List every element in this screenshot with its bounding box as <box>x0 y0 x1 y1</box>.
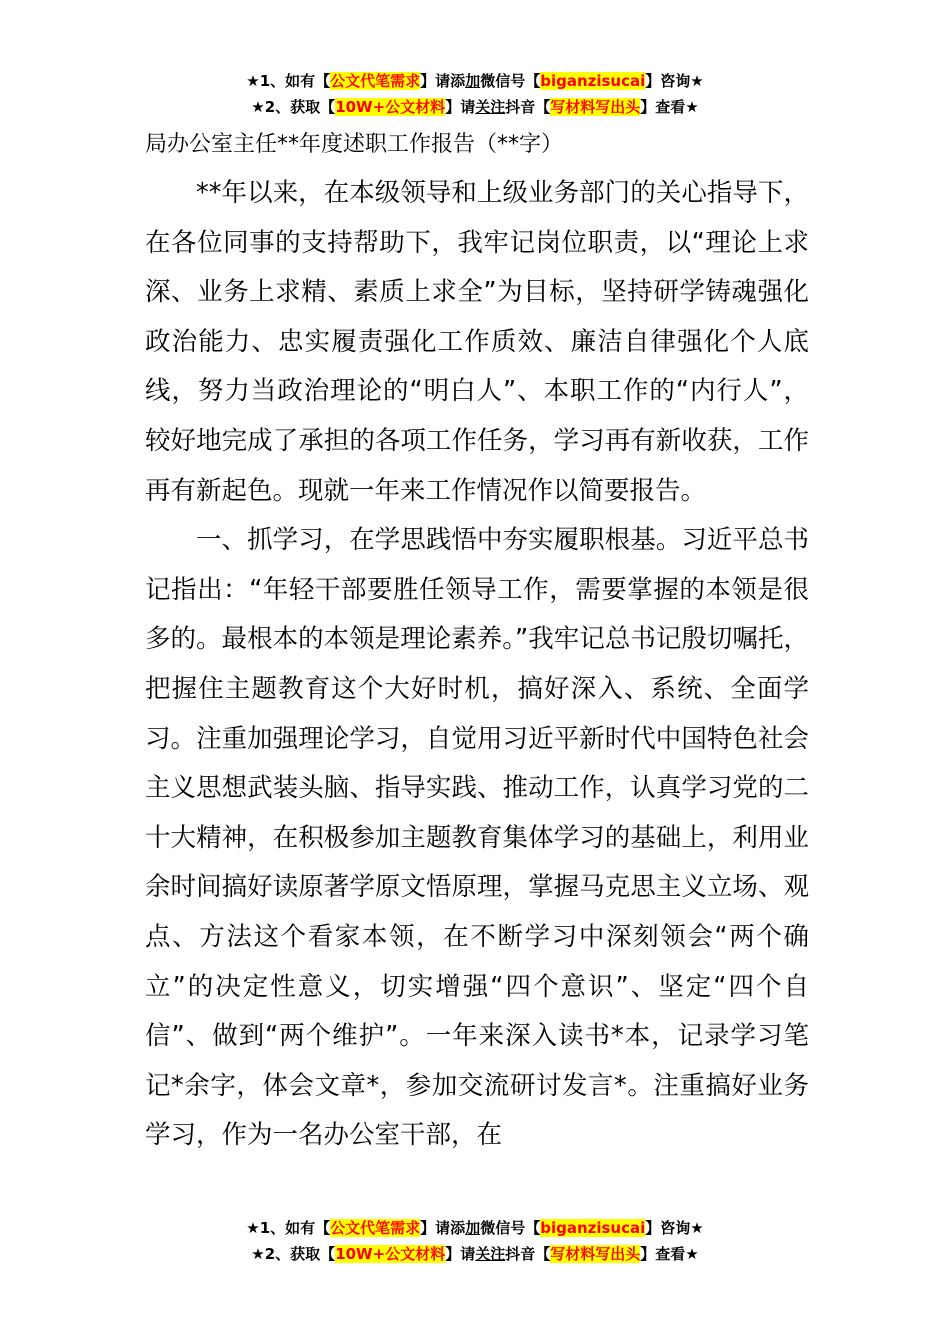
paragraph-section-1: 一、抓学习，在学思践悟中夯实履职根基。习近平总书记指出：“年轻干部要胜任领导工作，需要掌握的本领是很多的。最根本的本领是理论素养。”我牢记总书记殷切嘱托，把握住主题教育这个大好时机，搞好深入、系统、全面学习。注重加强理论学习，自觉用习近平新时代中国特色社会主义思想武装头脑、指导实践、推动工作，认真学习党的二十大精神，在积极参加主题教育集体学习的基础上，利用业余时间搞好读原著学原文悟原理，掌握马克思主义立场、观点、方法这个看家本领，在不断学习中深刻领会“两个确立”的决定性意义，切实增强“四个意识”、坚定“四个自信”、做到“两个维护”。一年来深入读书*本，记录学习笔记*余字，体会文章*，参加交流研讨发言*。注重搞好业务学习，作为一名办公室干部，在 <box>145 525 809 1151</box>
highlight-materials: 10W+公文材料 <box>335 1245 446 1263</box>
banner-line-1: ★1、如有【公文代笔需求】请添加微信号【biganzisucai】咨询★ <box>246 1219 704 1237</box>
highlight-service: 公文代笔需求 <box>330 1219 421 1237</box>
document-body <box>145 169 809 1161</box>
highlight-service: 公文代笔需求 <box>330 72 421 90</box>
header-banner <box>0 68 950 120</box>
highlight-wechat-id: biganzisucai <box>540 1219 646 1237</box>
highlight-materials: 10W+公文材料 <box>335 98 446 116</box>
highlight-douyin-account: 写材料写出头 <box>550 98 641 116</box>
paragraph-intro: **年以来，在本级领导和上级业务部门的关心指导下，在各位同事的支持帮助下，我牢记岗位职责，以“理论上求深、业务上求精、素质上求全”为目标，坚持研学铸魂强化政治能力、忠实履责强化工作质效、廉洁自律强化个人底线，努力当政治理论的“明白人”、本职工作的“内行人”，较好地完成了承担的各项工作任务，学习再有新收获，工作再有新起色。现就一年来工作情况作以简要报告。 <box>145 178 809 506</box>
banner-line-1: ★1、如有【公文代笔需求】请添加微信号【biganzisucai】咨询★ <box>246 72 704 90</box>
document-title: 局办公室主任**年度述职工作报告（**字） <box>145 132 564 157</box>
footer-banner <box>0 1215 950 1267</box>
highlight-wechat-id: biganzisucai <box>540 72 646 90</box>
banner-line-2: ★2、获取【10W+公文材料】请关注抖音【写材料写出头】查看★ <box>251 1245 699 1263</box>
highlight-douyin-account: 写材料写出头 <box>550 1245 641 1263</box>
banner-line-2: ★2、获取【10W+公文材料】请关注抖音【写材料写出头】查看★ <box>251 98 699 116</box>
